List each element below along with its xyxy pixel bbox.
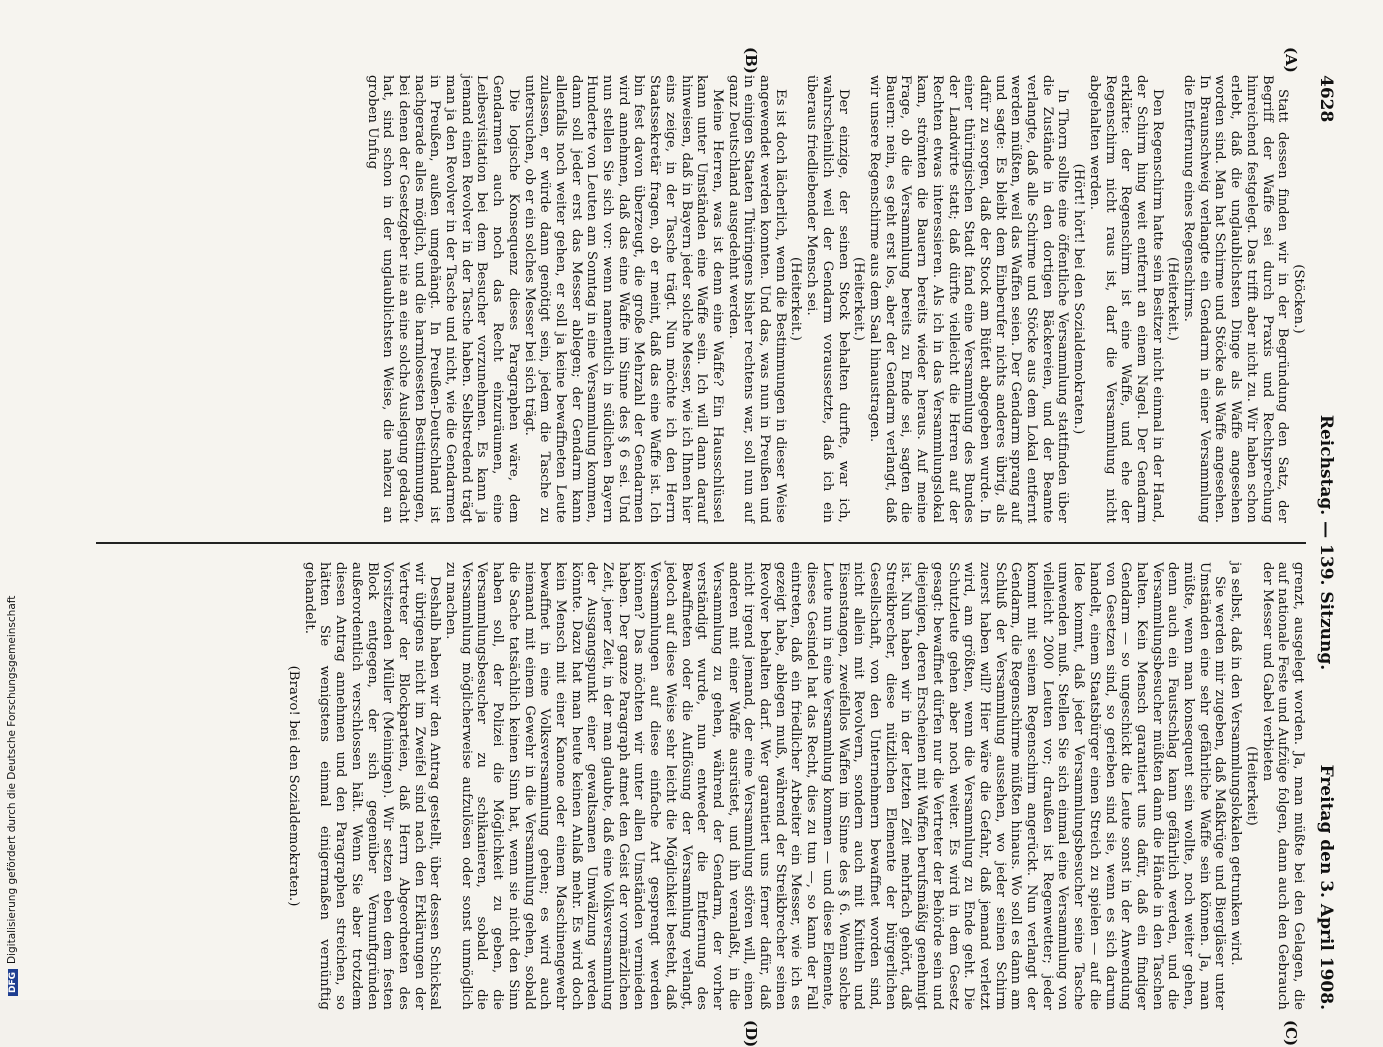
interjection: (Heiterkeit.)	[1165, 256, 1181, 342]
margin-mark-d: (D)	[742, 1020, 760, 1047]
paragraph: ja selbst, daß in den Versammlungslokalen getrunken wird.	[1228, 562, 1244, 966]
interjection: (Heiterkeit.)	[788, 256, 804, 342]
digitization-credit-text: Digitalisierung gefördert durch die Deutsche Forschungsgemeinschaft	[6, 595, 18, 964]
session-date: Freitag den 3. April 1908.	[1316, 764, 1336, 1010]
interjection: (Heiterkeit)	[1243, 746, 1259, 826]
column-divider	[96, 542, 1306, 544]
dfg-logo: DFG	[8, 969, 18, 996]
left-text-column	[96, 75, 1306, 523]
page-number: 4628	[1316, 75, 1336, 123]
paragraph: Es ist doch lächerlich, wenn die Bestimmungen in dieser Weise angewendet werden konnten. Und das, was nun in Preußen und in einigen Staaten Thüringens bisher rechtens war, soll nun auf ganz Deutschland ausgedehnt werden.	[725, 75, 788, 523]
paragraph: Sie werden mir zugeben, daß Maßkrüge und Biergläser unter Umständen eine sehr gefährliche Waffe sein können. Ja, man müßte, wenn man konsequent sein wollte, noch weiter gehen, denn auch ein Faustschlag kann gefährlich werden, und die Versammlungsbesucher müßten dann die Hände in den Taschen halten. Kein Mensch garantiert uns dafür, daß ein findiger Gendarm — so ungeschickt die Leute sonst in der Anwendung von Gesetzen sind, so gerieben sind sie, wenn es sich darum handelt, einem Staatsbürger einen Streich zu spielen — auf die Idee kommt, daß jeder Versammlungsbesucher seine Tasche umwenden muß. Stellen Sie sich einmal eine Versammlung von vielleicht 2000 Leuten vor; draußen ist Regenwetter; jeder kommt mit seinem Regenschirm angerückt. Nun verlangt der Gendarm, die Regenschirme müßten hinaus. Wo soll es dann am Schluß der Versammlung aussehen, wo jeder seinen Schirm zuerst haben will? Hier wäre die Gefahr, daß jemand verletzt wird, am größten, wenn die Versammlung zu Ende geht. Die Schutzleute gehen aber noch weiter. Es wird in dem Gesetz gesagt: bewaffnet dürfen nur die Vertreter der Behörde sein und diejenigen, deren Erscheinen mit Waffen berufsmäßig genehmigt ist. Nun haben wir in der letzten Zeit mehrfach gehört, daß Streikbrecher, diese nützlichen Elemente der bürgerlichen Gesellschaft, von den Unternehmern bewaffnet worden sind, nicht allein mit Revolvern, sondern auch mit Knitteln und Eisenstangen, zweifellos Waffen im Sinne des § 6. Wenn solche Leute nun in eine Versammlung kommen — und diese Elemente, dieses Gesindel hat das Recht, dies zu tun —, so kann der Fall eintreten, daß ein friedlicher Arbeiter ein Messer, wie ich es gezeigt habe, ablegen muß, während der Streikbrecher seinen Revolver behalten darf. Wer garantiert uns ferner dafür, daß nicht irgend jemand, der eine Versammlung stören will, einen anderen mit einer Waffe ausrüstet, und ihn veranlaßt, in die Versammlung zu gehen, während der Gendarm, der vorher verständigt wurde, nun entweder die Entfernung des Bewaffneten oder die Auflösung der Versammlung verlangt, jedoch auf diese Weise sehr leicht die Möglichkeit besteht, daß Versammlungen auf diese einfache Art gesprengt werden können? Das möchten wir unter allen Umständen vermieden haben. Der ganze Paragraph atmet den Geist der vormärzlichen Zeit, jener Zeit, in der man glaubte, daß eine Volksversammlung der Ausgangspunkt einer gewaltsamen Umwälzung werden könnte. Dazu hat man heute keinen Anlaß mehr. Es wird doch kein Mensch mit einer Kanone oder einem Maschinengewehr bewaffnet in eine Volksversammlung gehen; es wird auch niemand mit einem Gewehr in die Versammlung gehen, sobald die Sache tatsächlich keinen Sinn hat, wenn sie nicht den Sinn haben soll, der Polizei die Möglichkeit zu geben, die Versammlungsbesucher zu schikanieren, sobald die Versammlung möglicherweise aufzulösen oder sonst unmöglich zu machen.	[443, 562, 1228, 1010]
paragraph: Meine Herren, was ist denn eine Waffe? Ein Hausschlüssel kann unter Umständen eine Waffe sein. Ich will dann darauf hinweisen, daß in Bayern jeder solche Messer, wie ich Ihnen hier eins zeige, in der Tasche trägt. Nun möchte ich den Herrn Staatssekretär fragen, ob er meint, daß das eine Waffe ist. Ich bin fest davon überzeugt, die große Mehrzahl der Gendarmen wird annehmen, daß das eine Waffe im Sinne des § 6 sei. Und nun stellen Sie sich vor: wenn namentlich in südlichen Bayern Hunderte von Leuten am Sonntag in eine Versammlung kommen, dann soll jeder erst das Messer ablegen; der Gendarm kann allenfalls noch weiter gehen, er soll ja keine bewaffneten Leute zulassen, er würde dann genötigt sein, jedem die Tasche zu untersuchen, ob er ein solches Messer bei sich trägt.	[521, 75, 725, 523]
paragraph: Deshalb haben wir den Antrag gestellt, über dessen Schicksal wir übrigens nicht im Zweifel sind nach den Erklärungen der Vertreter der Blockparteien, daß Herrn Abgeordneten des Vorsitzenden Müller (Meiningen). Wir setzen eben dem festen Block entgegen, der sich gegenüber Vernunftgründen außerordentlich verschlossen hält. Wenn Sie aber trotzdem diesen Antrag annehmen und den Paragraphen streichen, so hätten Sie wenigstens einmal einigermaßen vernünftig gehandelt.	[301, 562, 443, 1010]
paragraph: grenzt, ausgelegt worden. Ja, man müßte bei den Gelagen, die auf nationale Feste und Aufzüge folgen, dann auch den Gebrauch der Messer und Gabel verbieten	[1259, 562, 1306, 1010]
paragraph: Statt dessen finden wir in der Begründung den Satz, der Begriff der Waffe sei durch Praxis und Rechtsprechung hinreichend festgelegt. Das trifft aber nicht zu. Wir haben schon erlebt, daß die unglaublichsten Dinge als Waffe angesehen worden sind. Man hat Schirme und Stöcke als Waffe angesehen. In Braunschweig verlangte ein Gendarm in einer Versammlung die Entfernung eines Regenschirms.	[1181, 75, 1291, 523]
interjection: (Hört! hört! bei den Sozialdemokraten.)	[1071, 163, 1087, 435]
margin-mark-c: (C)	[1282, 1020, 1300, 1047]
margin-mark-b: (B)	[742, 47, 760, 74]
paragraph: In Thorn sollte eine öffentliche Versammlung stattfinden über die Zustände in den dortigen Bäckereien, und der Beamte verlangte, daß alle Schirme und Stöcke aus dem Lokal entfernt werden müßten, weil das Waffen seien. Der Gendarm sprang auf und sagte: Es bleibt dem Einberufer nichts anderes übrig, als dafür zu sorgen, daß der Stock am Büfett abgegeben wurde. In einer thüringischen Stadt fand eine Versammlung des Bundes der Landwirte statt; daß dürfte vielleicht die Herren auf der Rechten etwas interessieren. Als ich in das Versammlungslokal kam, strömten die Bauern bereits wieder heraus. Auf meine Frage, ob die Versammlung bereits zu Ende sei, sagten die Bauern: nein, es geht erst los, aber der Gendarm verlangt, daß wir unsere Regenschirme aus dem Saal hinaustragen.	[867, 75, 1071, 523]
paragraph: Die logische Konsequenz dieses Paragraphen wäre, dem Gendarmen auch noch das Recht einzuräumen, eine Leibesvisitation bei dem Besucher vorzunehmen. Es kann ja jemand einen Revolver in der Tasche haben. Selbstredend trägt man ja den Revolver in der Tasche und nicht, wie die Gendarmen in Preußen, außen umgehängt. In Preußen-Deutschland ist nachgerade alles möglich, und die harmlosesten Bestimmungen, bei denen der Gesetzgeber nie an eine solche Auslegung gedacht hat, sind schon in der unglaublichsten Weise, die nahezu an groben Unfug	[364, 75, 521, 523]
session-title: Reichstag. — 139. Sitzung.	[1316, 414, 1336, 671]
interjection: (Bravo! bei den Sozialdemokraten.)	[286, 665, 301, 907]
interjection: (Stöcken.)	[1291, 264, 1306, 334]
paragraph: Der einzige, der seinen Stock behalten durfte, war ich, wahrscheinlich weil der Gendarm voraussetzte, daß ich ein überaus friedliebender Mensch sei.	[804, 75, 851, 523]
interjection: (Heiterkeit.)	[851, 256, 867, 342]
digitization-credit	[6, 0, 22, 996]
right-text-column	[96, 562, 1306, 1010]
rotated-document-page	[80, 47, 1340, 1047]
margin-mark-a: (A)	[1282, 47, 1300, 73]
paragraph: Den Regenschirm hatte sein Besitzer nicht einmal in der Hand, der Schirm hing weit entfernt an einem Nagel. Der Gendarm erklärte: der Regenschirm ist eine Waffe, und ehe der Regenschirm nicht raus ist, darf die Versammlung nicht abgehalten werden.	[1086, 75, 1165, 523]
running-header	[1310, 75, 1340, 1010]
